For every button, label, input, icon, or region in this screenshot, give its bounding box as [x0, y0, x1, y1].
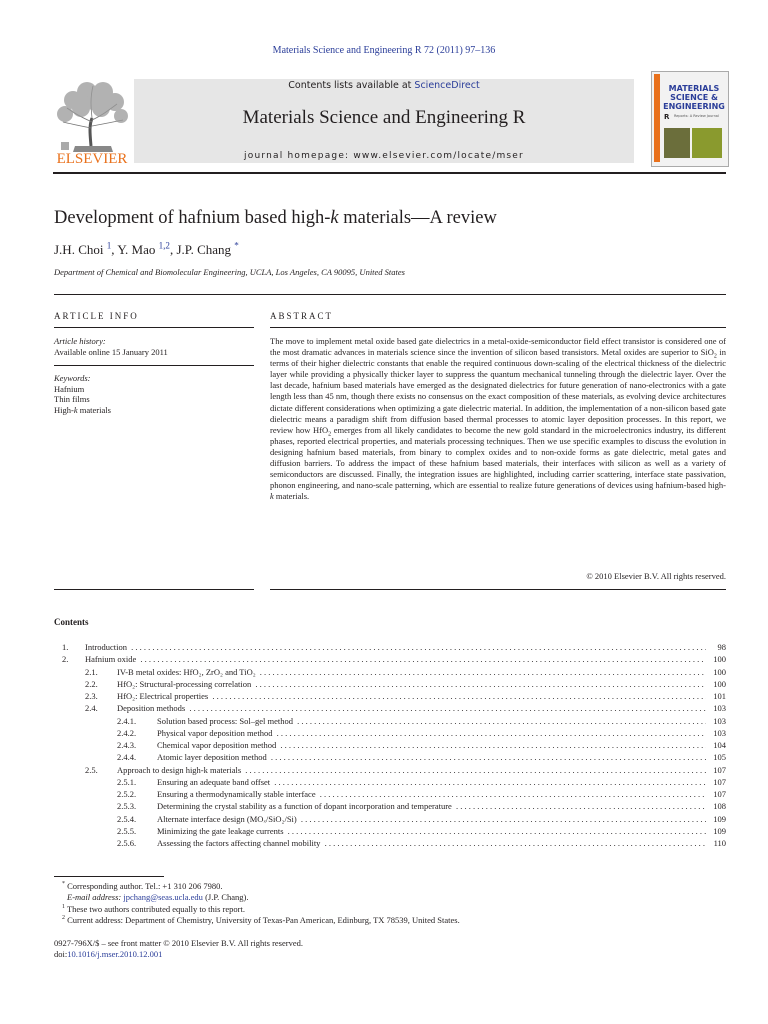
toc-title-leader — [157, 826, 706, 836]
toc-title-leader — [117, 765, 706, 775]
toc-entry[interactable] — [0, 765, 768, 777]
toc-page-number: 107 — [713, 776, 726, 787]
toc-page-number: 105 — [713, 752, 726, 763]
toc-title[interactable]: Deposition methods — [117, 703, 186, 714]
toc-number: 2.5. — [85, 764, 98, 775]
journal-homepage-link[interactable]: journal homepage: www.elsevier.com/locate/mser — [244, 151, 524, 161]
toc-title[interactable]: Ensuring a thermodynamically stable interface — [157, 789, 316, 799]
toc-title[interactable]: Solution based process: Sol–gel method — [157, 715, 293, 726]
journal-cover-thumbnail[interactable] — [651, 71, 729, 167]
toc-entry[interactable] — [0, 814, 768, 826]
article-info-heading: ARTICLE INFO — [54, 311, 139, 321]
footnote-text: (J.P. Chang). — [202, 892, 249, 902]
toc-title-leader — [85, 642, 706, 652]
toc-number: 2.4. — [85, 703, 98, 714]
journal-reference[interactable]: Materials Science and Engineering R 72 (2011) 97–136 — [272, 45, 496, 56]
toc-title[interactable]: HfO₂: Structural-processing correlation — [117, 678, 252, 689]
toc-entry[interactable] — [0, 703, 768, 715]
toc-title-leader — [157, 752, 706, 762]
toc-page-number: 103 — [713, 715, 726, 726]
toc-title-leader — [157, 801, 706, 811]
author-footnote-mark[interactable]: 1 — [106, 240, 112, 251]
toc-title[interactable]: Introduction — [85, 642, 128, 652]
keyword — [54, 405, 111, 416]
toc-page-number: 100 — [713, 654, 726, 665]
author-footnote-mark[interactable]: 1,2 — [158, 240, 170, 251]
toc-title-leader — [157, 814, 706, 824]
toc-title[interactable]: Chemical vapor deposition method — [157, 740, 277, 750]
toc-number: 2.3. — [85, 691, 98, 701]
toc-entry[interactable] — [0, 740, 768, 752]
title-text: materials—A review — [338, 208, 497, 228]
abstract-text: emerges from all likely candidates to become the new gold standard in the microelectronics industry, its different phases, reported electrical properties, and materials processing techniques. Then we use specific examples to discuss the evolution in designing hafnium based materials, from binary to complex oxides and to non-oxide forms as gate dielectric, metal gates and diffusion barriers. To address the impact of these hafnium based materials, their interfaces with silicon as well as a variety of semiconductors are discussed. Finally, the integration issues are highlighted, including carrier scattering, interface state passivation, phonon engineering, and nano-scale patterning, which are essential to realize future generations of devices using hafnium-based high- — [270, 424, 726, 491]
keyword: Hafnium — [54, 383, 85, 394]
contents-prefix: Contents lists available at — [288, 80, 415, 91]
cover-letter: R — [664, 113, 670, 121]
toc-title-leader — [157, 716, 706, 726]
toc-page-number: 104 — [713, 740, 726, 750]
toc-page-number: 101 — [713, 691, 726, 701]
toc-title-leader — [117, 679, 706, 689]
toc-entry[interactable] — [0, 838, 768, 850]
toc-page-number: 103 — [713, 727, 726, 738]
toc-number: 2.5.6. — [117, 838, 137, 848]
keyword-text: materials — [77, 404, 111, 415]
toc-title-leader — [117, 703, 706, 713]
toc-title[interactable]: Alternate interface design (MOₓ/SiO₂/Si) — [157, 813, 297, 824]
history-value: Available online 15 January 2011 — [54, 346, 168, 357]
abstract-rule — [270, 589, 726, 590]
keyword-text: High- — [54, 404, 74, 415]
toc-entry[interactable] — [0, 642, 768, 654]
doi-line — [54, 949, 162, 959]
toc-entry[interactable] — [0, 789, 768, 801]
toc-title-leader — [157, 728, 706, 738]
toc-page-number: 107 — [713, 764, 726, 775]
cover-image — [692, 128, 722, 158]
author-name: J.P. Chang — [176, 242, 232, 257]
history-label: Article history: — [54, 336, 106, 346]
footnote-text: These two authors contributed equally to this report. — [66, 904, 245, 914]
toc-title[interactable]: Atomic layer deposition method — [157, 752, 267, 763]
affiliation: Department of Chemical and Biomolecular Engineering, UCLA, Los Angeles, CA 90095, United States — [54, 267, 405, 277]
email-link[interactable]: jpchang@seas.ucla.edu — [123, 892, 203, 902]
footnote-text: Corresponding author. Tel.: +1 310 206 7980. — [67, 881, 223, 891]
toc-title-leader — [157, 777, 706, 787]
toc-entry[interactable] — [0, 716, 768, 728]
footnote-mark: * — [62, 881, 65, 888]
toc-title-leader — [85, 654, 706, 664]
title-text: Development of hafnium based high- — [54, 208, 331, 228]
toc-title-leader — [117, 691, 706, 701]
cover-line: SCIENCE & — [670, 93, 718, 102]
cover-image — [664, 128, 690, 158]
elsevier-logo — [53, 78, 131, 164]
abstract-text: in terms of their higher dielectric constants that enable the required continuous down-scaling of the electrical thickness of the dielectric layer while providing a physically thicker layer to suppress the quantum mechanical tunneling through the dielectric layer. Over the last decade, hafnium based materials have emerged as the designated dielectrics for future generation of nano-electronics with a gate length less than 45 nm, though there exists no consensus on the exact composition of these materials, as evolving device architectures dictate different considerations when optimizing a gate dielectric material. In addition, the implementation of a non-silicon based gate dielectric means a paradigm shift from diffusion based thermal processes to atomic layer deposition processes. In this report, we review how HfO — [270, 347, 726, 435]
title-k: k — [330, 208, 339, 228]
toc-entry[interactable] — [0, 728, 768, 740]
toc-number: 2.5.1. — [117, 776, 137, 787]
article-title — [54, 208, 497, 229]
cover-subtitle: Reports: A Review Journal — [674, 114, 719, 118]
toc-title-leader — [157, 789, 706, 799]
toc-page-number: 107 — [713, 789, 726, 799]
toc-entry[interactable] — [0, 679, 768, 691]
elsevier-tree-icon — [53, 78, 131, 164]
toc-title[interactable]: HfO₂: Electrical properties — [117, 691, 209, 701]
abstract-body — [270, 336, 726, 502]
article-history — [54, 336, 168, 357]
toc-title-leader — [157, 838, 706, 848]
toc-page-number: 103 — [713, 703, 726, 714]
article-info-rule — [54, 327, 254, 328]
footnote-1 — [62, 904, 245, 914]
toc-title[interactable]: Physical vapor deposition method — [157, 727, 273, 738]
author-name: Y. Mao — [117, 242, 156, 257]
toc-page-number: 108 — [713, 801, 726, 812]
keyword: Thin films — [54, 394, 90, 404]
toc-entry[interactable] — [0, 826, 768, 838]
footnote-rule — [54, 876, 164, 877]
toc-number: 2.5.5. — [117, 825, 137, 836]
toc-entry[interactable] — [0, 777, 768, 789]
abstract-text: The move to implement metal oxide based gate dielectrics in a metal-oxide-semiconductor field effect transistor is considered one of the most dramatic advances in materials science since the invention of silicon based transistors. Metal oxides are superior to SiO — [270, 336, 726, 358]
footnote-text: Current address: Department of Chemistry, University of Texas-Pan American, Edinburg, TX 78539, United States. — [67, 915, 460, 925]
keywords-block — [54, 373, 111, 415]
abstract-subscript: 2 — [328, 431, 332, 438]
toc-page-number: 109 — [713, 825, 726, 836]
contents-availability — [134, 80, 634, 91]
toc-number: 2.1. — [85, 666, 98, 677]
footnote-mark: 2 — [62, 915, 65, 922]
sciencedirect-link[interactable]: ScienceDirect — [414, 80, 480, 91]
toc-page-number: 100 — [713, 666, 726, 677]
header-rule — [53, 172, 726, 174]
author-separator: , — [169, 242, 177, 257]
author-list — [54, 242, 239, 258]
toc-title[interactable]: Ensuring an adequate band offset — [157, 776, 271, 787]
author-separator: , — [111, 242, 118, 257]
keyword-k: k — [73, 404, 78, 415]
article-info-rule — [54, 589, 254, 590]
toc-title-leader — [157, 740, 706, 750]
toc-number: 2.4.3. — [117, 740, 137, 750]
abstract-rule — [270, 327, 726, 328]
keywords-label: Keywords: — [54, 373, 91, 383]
toc-entry[interactable] — [0, 801, 768, 813]
article-info-rule — [54, 365, 254, 366]
abstract-k: k — [270, 491, 274, 502]
cover-line: ENGINEERING — [663, 102, 725, 111]
toc-title[interactable]: Determining the crystal stability as a function of dopant incorporation and temperature — [157, 801, 452, 812]
toc-page-number: 109 — [713, 813, 726, 824]
footnote-2 — [62, 915, 460, 925]
toc-number: 2.4.1. — [117, 715, 137, 726]
doi-label: doi: — [54, 949, 68, 959]
abstract-heading: ABSTRACT — [270, 311, 334, 321]
author-name: J.H. Choi — [54, 242, 104, 257]
footnote-corresponding — [62, 881, 222, 891]
corresponding-author-mark[interactable]: * — [234, 240, 239, 251]
toc-number: 2.5.3. — [117, 801, 137, 812]
toc-number: 2.4.2. — [117, 727, 137, 738]
doi-link[interactable]: 10.1016/j.mser.2010.12.001 — [67, 949, 163, 959]
abstract-subscript: 2 — [713, 353, 717, 360]
cover-line: MATERIALS — [668, 84, 720, 93]
section-rule — [54, 294, 726, 295]
toc-title[interactable]: Approach to design high-k materials — [117, 764, 242, 775]
contents-heading: Contents — [54, 617, 89, 627]
footnote-email — [67, 892, 249, 902]
abstract-text: materials. — [273, 491, 310, 502]
toc-title[interactable]: IV-B metal oxides: HfO₂, ZrO₂ and TiO₂ — [117, 666, 256, 677]
toc-title[interactable]: Assessing the factors affecting channel mobility — [157, 838, 321, 848]
toc-title-leader — [117, 667, 706, 677]
footnote-mark: 1 — [62, 904, 65, 911]
toc-number: 2.5.2. — [117, 789, 137, 799]
toc-entry[interactable] — [0, 667, 768, 679]
toc-number: 2.2. — [85, 678, 98, 689]
toc-page-number: 100 — [713, 678, 726, 689]
elsevier-wordmark: ELSEVIER — [56, 151, 128, 164]
toc-number: 1. — [62, 642, 69, 652]
toc-number: 2.4.4. — [117, 752, 137, 763]
abstract-copyright: © 2010 Elsevier B.V. All rights reserved. — [586, 571, 726, 581]
cover-title — [660, 84, 728, 111]
email-label: E-mail address: — [67, 892, 122, 902]
toc-title[interactable]: Hafnium oxide — [85, 654, 137, 665]
toc-entry[interactable] — [0, 752, 768, 764]
toc-page-number: 110 — [713, 838, 726, 848]
toc-title[interactable]: Minimizing the gate leakage currents — [157, 825, 284, 836]
journal-title: Materials Science and Engineering R — [242, 107, 526, 128]
toc-entry[interactable] — [0, 654, 768, 666]
issn-line: 0927-796X/$ – see front matter © 2010 Elsevier B.V. All rights reserved. — [54, 938, 303, 948]
toc-page-number: 98 — [717, 642, 726, 652]
toc-entry[interactable] — [0, 691, 768, 703]
toc-number: 2. — [62, 654, 69, 665]
toc-number: 2.5.4. — [117, 813, 137, 824]
